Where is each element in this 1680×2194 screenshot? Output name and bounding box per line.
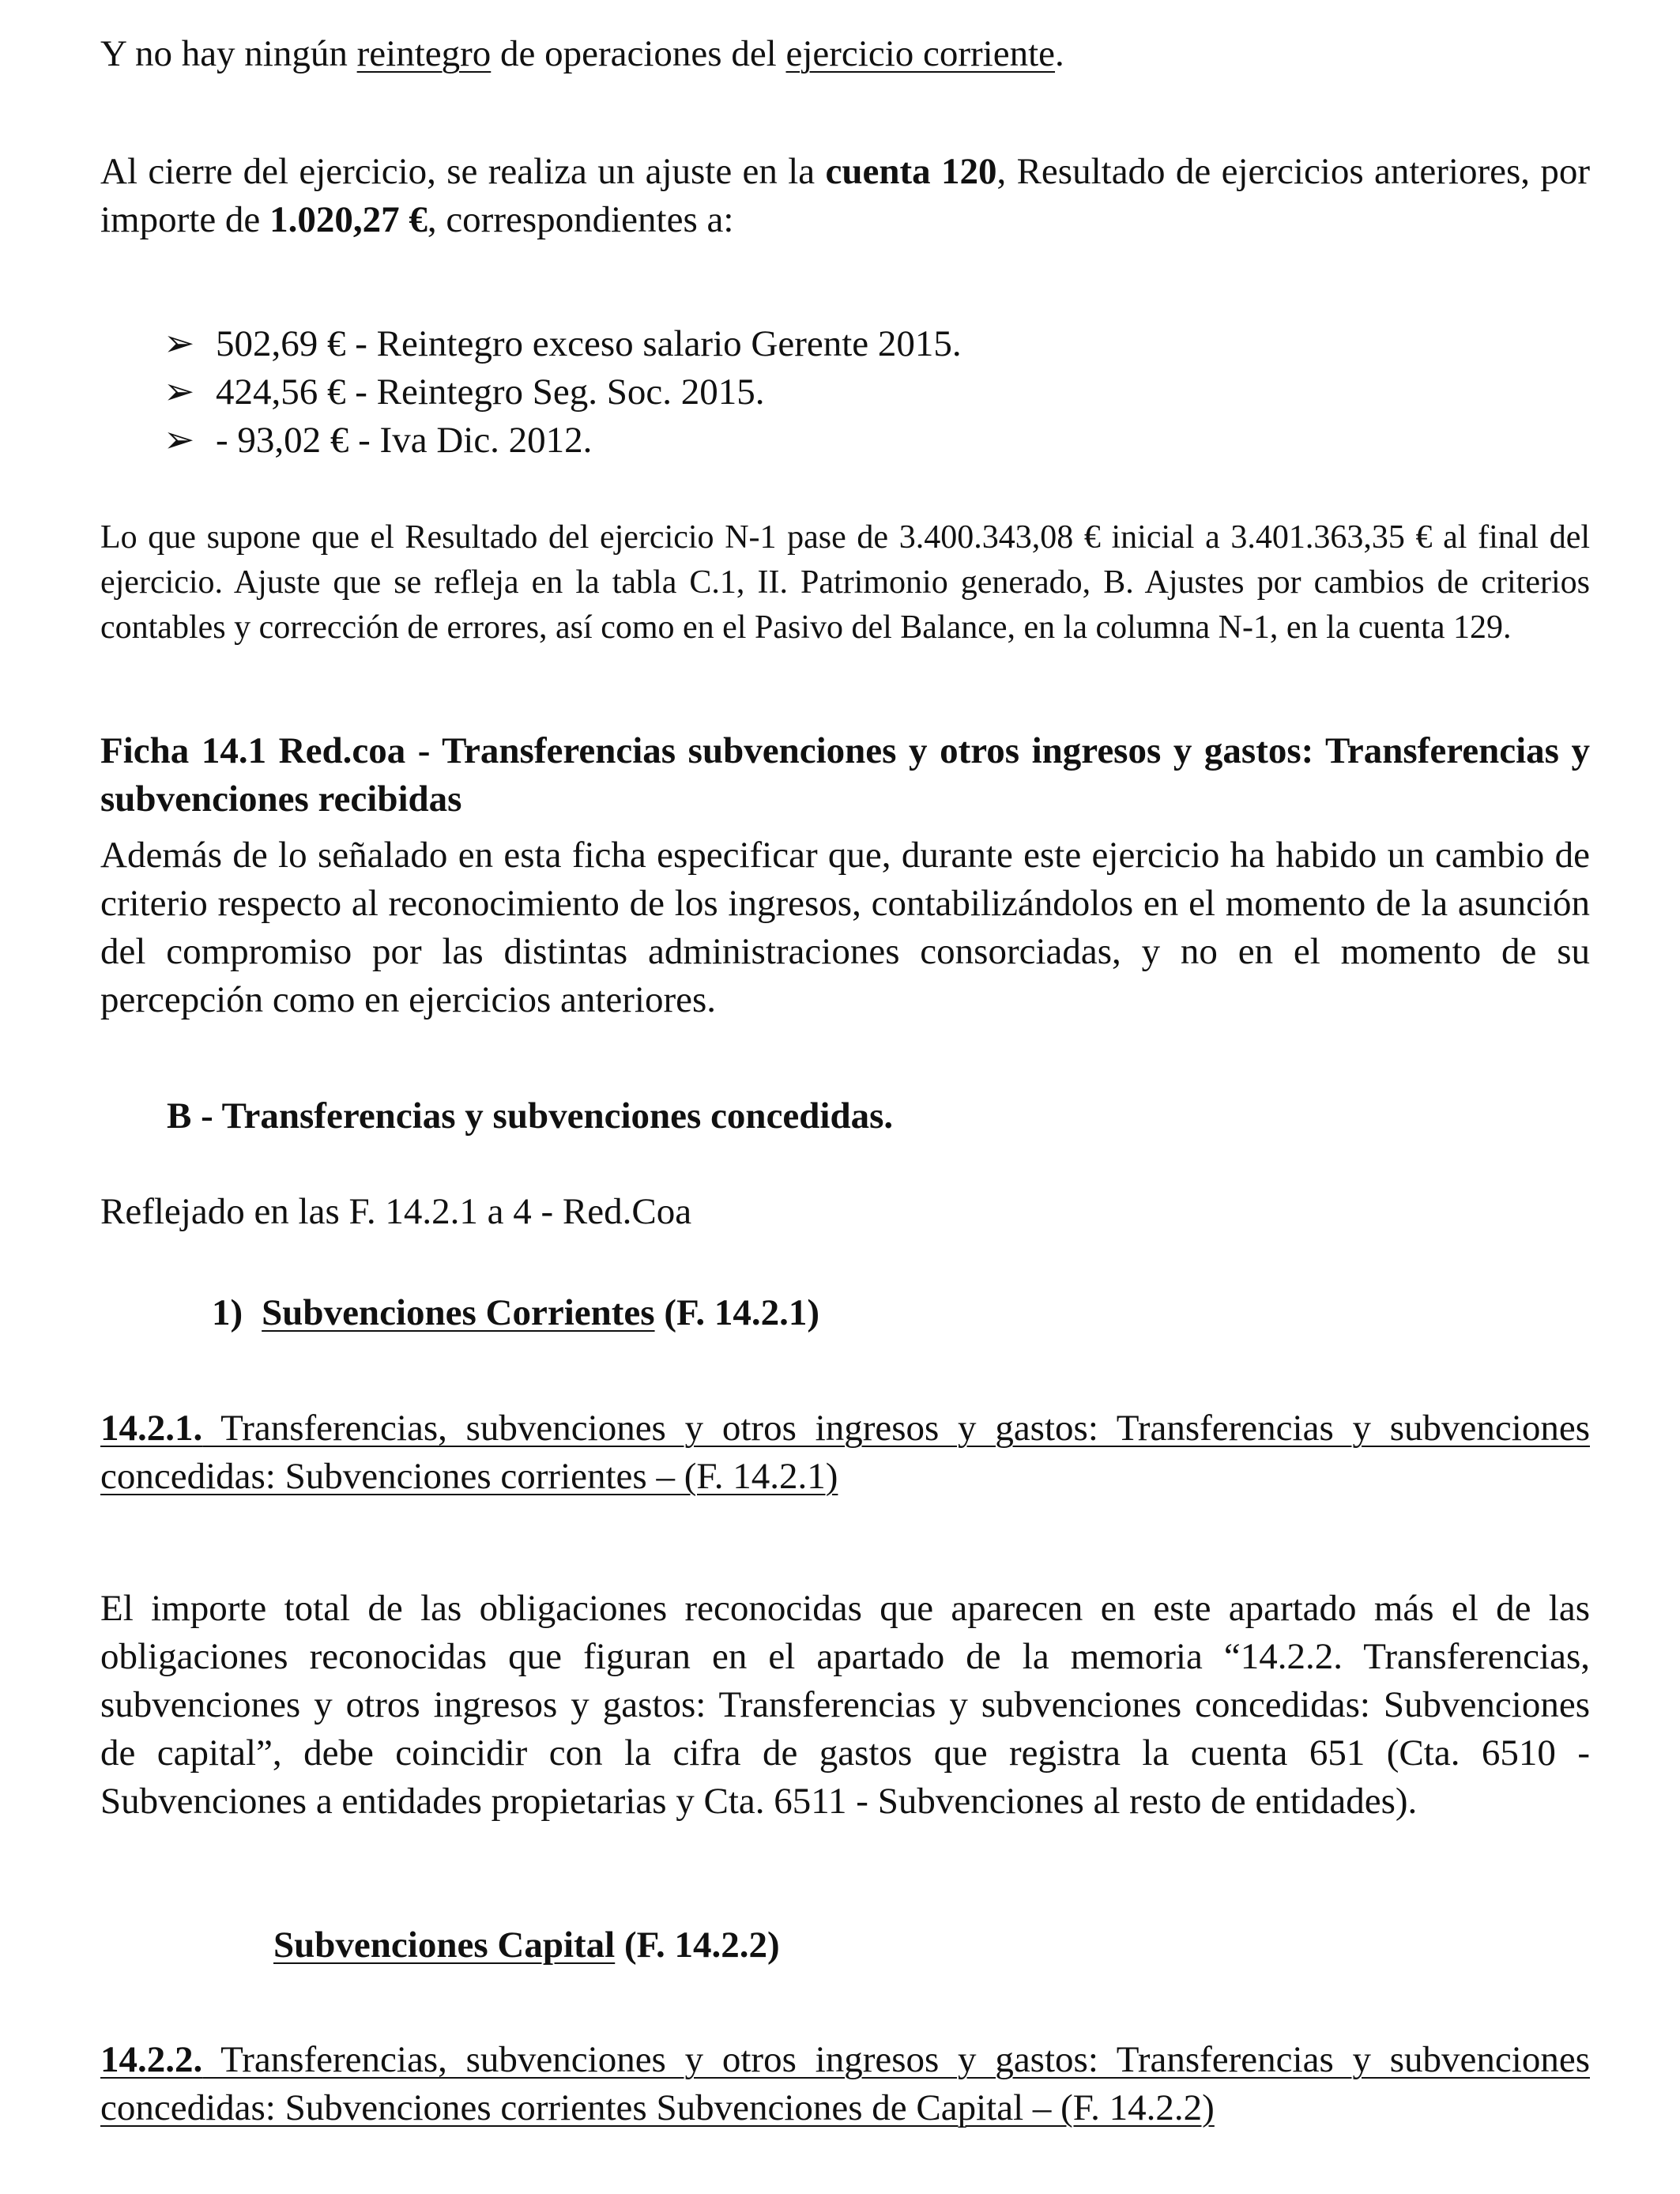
heading-14-2-1 [100, 1404, 1590, 1501]
paragraph-reintegro [100, 30, 1590, 78]
paragraph-reflejado: Reflejado en las F. 14.2.1 a 4 - Red.Coa [100, 1191, 692, 1232]
list-number: 1) [212, 1292, 243, 1333]
section-number: 14.2.1. [100, 1408, 203, 1449]
section-number: 14.2.2. [100, 2039, 203, 2080]
arrow-bullet-icon: ➢ [164, 371, 195, 413]
paragraph-ajuste-cuenta-120 [100, 148, 1590, 244]
text-run: Al cierre del ejercicio, se realiza un ajuste en la [100, 151, 826, 192]
text-run: de operaciones del [491, 33, 786, 74]
underlined-term-ejercicio-corriente: ejercicio corriente [785, 33, 1056, 74]
heading-subvenciones-capital [273, 1921, 1538, 1970]
arrow-bullet-icon: ➢ [164, 420, 195, 461]
bold-importe: 1.020,27 € [269, 199, 428, 240]
adjustment-list [100, 320, 1590, 465]
underlined-title: Subvenciones Corrientes [262, 1292, 655, 1333]
section-title: Transferencias, subvenciones y otros ingresos y gastos: Transferencias y subvenciones concedidas: Subvenciones corrientes – (F. 14.2.1) [100, 1408, 1590, 1497]
arrow-bullet-icon: ➢ [164, 323, 195, 364]
paragraph-cambio-criterio: Además de lo señalado en esta ficha especificar que, durante este ejercicio ha habido un cambio de criterio respecto al reconocimiento de los ingresos, contabilizándolos en el momento de la asunción del compromiso por las distintas administraciones consorciadas, y no en el momento de su percepción como en ejercicios anteriores. [100, 835, 1590, 1020]
underlined-term-reintegro: reintegro [356, 33, 492, 74]
list-item-text: - 93,02 € - Iva Dic. 2012. [216, 420, 593, 461]
text-run: Y no hay ningún [100, 33, 357, 74]
heading-ficha-14-1: Ficha 14.1 Red.coa - Transferencias subvenciones y otros ingresos y gastos: Transferencias y subvenciones recibidas [100, 730, 1590, 820]
text-run: , correspondientes a: [427, 199, 734, 240]
text-run: , Resultado de ejercicios anteriores, por importe de [100, 151, 1591, 240]
bold-cuenta-120: cuenta 120 [825, 151, 997, 192]
form-reference: (F. 14.2.1) [654, 1292, 820, 1333]
heading-subvenciones-corrientes [212, 1289, 1555, 1337]
form-reference: (F. 14.2.2) [615, 1924, 780, 1966]
list-item-text: 424,56 € - Reintegro Seg. Soc. 2015. [216, 371, 765, 413]
section-title: Transferencias, subvenciones y otros ingresos y gastos: Transferencias y subvenciones concedidas: Subvenciones corrientes Subvenciones de Capital – (F. 14.2.2) [100, 2039, 1590, 2128]
list-item [100, 368, 1590, 417]
heading-section-b: B - Transferencias y subvenciones concedidas. [167, 1095, 894, 1137]
list-item-text: 502,69 € - Reintegro exceso salario Gerente 2015. [216, 323, 962, 364]
paragraph-importe-total: El importe total de las obligaciones reconocidas que aparecen en este apartado más el de las obligaciones reconocidas que figuran en el apartado de la memoria “14.2.2. Transferencias, subvenciones y otros ingresos y gastos: Transferencias y subvenciones concedidas: Subvenciones de capital”, debe coincidir con la cifra de gastos que registra la cuenta 651 (Cta. 6510 - Subvenciones a entidades propietarias y Cta. 6511 - Subvenciones al resto de entidades). [100, 1588, 1590, 1822]
list-item [100, 417, 1590, 465]
heading-14-2-2 [100, 2036, 1590, 2132]
list-item [100, 320, 1590, 368]
paragraph-resultado-ejercicio: Lo que supone que el Resultado del ejercicio N-1 pase de 3.400.343,08 € inicial a 3.401.363,35 € al final del ejercicio. Ajuste que se refleja en la tabla C.1, II. Patrimonio generado, B. Ajustes por cambios de criterios contables y corrección de errores, así como en el Pasivo del Balance, en la columna N-1, en la cuenta 129. [100, 519, 1590, 646]
text-run: . [1055, 33, 1064, 74]
underlined-title: Subvenciones Capital [273, 1924, 616, 1966]
